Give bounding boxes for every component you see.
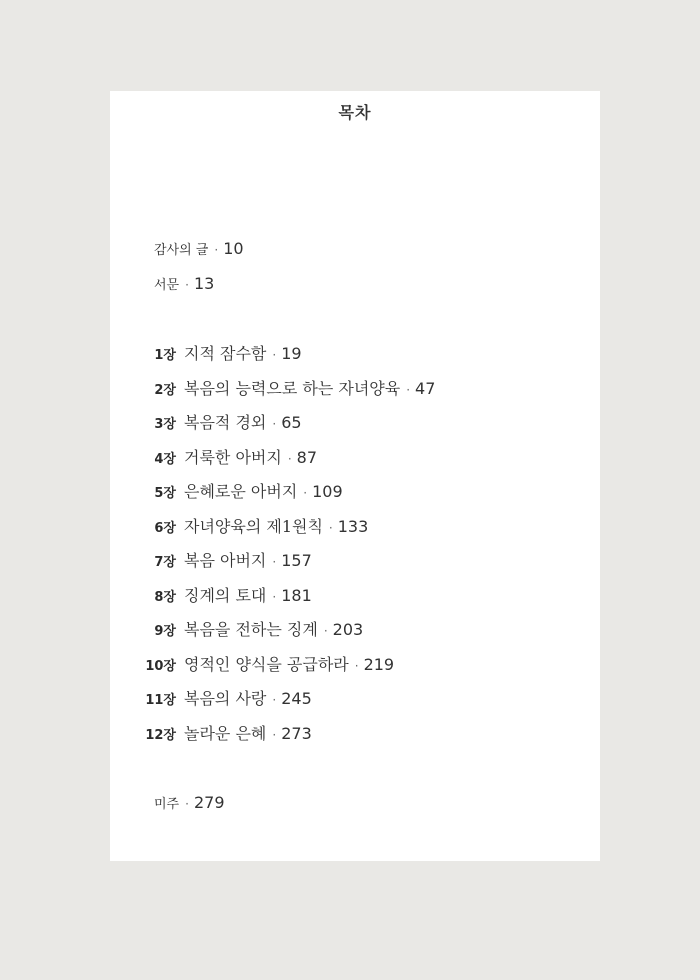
page-title: 목차 <box>338 103 372 122</box>
toc-entry-label: 감사의 글 <box>154 243 209 258</box>
chapter-number: 8장 <box>154 590 176 605</box>
chapter-number: 3장 <box>154 417 176 432</box>
toc-chapter-entry <box>142 653 394 677</box>
chapter-number: 11장 <box>145 693 176 708</box>
toc-page-number: 245 <box>281 689 312 708</box>
document-page <box>110 91 600 861</box>
toc-separator: · <box>303 486 308 500</box>
chapter-title: 자녀양육의 제1원칙 <box>184 517 323 536</box>
chapter-title: 놀라운 은혜 <box>184 724 267 743</box>
chapter-title: 복음의 사랑 <box>184 689 267 708</box>
chapter-number: 10장 <box>145 659 176 674</box>
toc-page-number: 203 <box>332 620 364 639</box>
chapter-title: 영적인 양식을 공급하라 <box>184 655 349 674</box>
toc-chapter-entry <box>142 584 312 608</box>
toc-chapter-entry <box>142 377 435 401</box>
toc-separator: · <box>272 590 277 604</box>
toc-chapter-entry <box>142 722 312 746</box>
toc-page-number: 10 <box>223 239 244 258</box>
toc-page-number: 65 <box>281 413 302 432</box>
toc-page-number: 181 <box>281 586 312 605</box>
chapter-title: 복음을 전하는 징계 <box>184 620 318 639</box>
toc-chapter-entry <box>142 618 363 642</box>
toc-page-number: 219 <box>363 655 395 674</box>
toc-separator: · <box>287 452 292 466</box>
toc-page-number: 279 <box>193 793 225 812</box>
chapter-number: 9장 <box>154 624 176 639</box>
toc-entry-endnotes <box>154 791 225 815</box>
toc-separator: · <box>272 555 277 569</box>
chapter-title: 복음적 경외 <box>184 413 267 432</box>
toc-chapter-entry <box>142 480 343 504</box>
toc-separator: · <box>272 728 277 742</box>
toc-separator: · <box>272 417 277 431</box>
toc-page-number: 13 <box>193 274 215 293</box>
toc-entry-label: 미주 <box>154 797 180 812</box>
chapter-number: 7장 <box>154 555 176 570</box>
chapter-number: 1장 <box>154 348 176 363</box>
toc-entry-label: 서문 <box>154 278 180 293</box>
toc-separator: · <box>272 348 277 362</box>
chapter-title: 징계의 토대 <box>184 586 267 605</box>
chapter-number: 12장 <box>145 728 176 743</box>
chapter-title: 거룩한 아버지 <box>184 448 282 467</box>
chapter-number: 5장 <box>154 486 176 501</box>
chapter-number: 4장 <box>154 452 176 467</box>
toc-page-number: 109 <box>312 482 343 501</box>
toc-page-number: 87 <box>296 448 318 467</box>
toc-chapter-entry <box>142 411 302 435</box>
chapter-number: 6장 <box>154 521 176 536</box>
toc-page-number: 133 <box>337 517 369 536</box>
chapter-number: 2장 <box>154 383 176 398</box>
toc-page-number: 157 <box>281 551 312 570</box>
toc-page-number: 19 <box>281 344 302 363</box>
chapter-title: 은혜로운 아버지 <box>184 482 298 501</box>
toc-separator: · <box>185 797 189 811</box>
toc-chapter-entry <box>142 515 368 539</box>
toc-separator: · <box>185 278 189 292</box>
toc-separator: · <box>214 243 219 257</box>
toc-separator: · <box>354 659 359 673</box>
toc-chapter-entry <box>142 549 312 573</box>
toc-chapter-entry <box>142 687 312 711</box>
chapter-title: 복음의 능력으로 하는 자녀양육 <box>184 379 401 398</box>
toc-chapter-entry <box>142 342 302 366</box>
chapter-title: 복음 아버지 <box>184 551 267 570</box>
toc-separator: · <box>272 693 277 707</box>
toc-entry-acknowledgements <box>154 237 244 261</box>
toc-page-number: 273 <box>281 724 312 743</box>
chapter-title: 지적 잠수함 <box>184 344 267 363</box>
toc-separator: · <box>323 624 328 638</box>
toc-chapter-entry <box>142 446 317 470</box>
toc-separator: · <box>328 521 333 535</box>
toc-page-number: 47 <box>415 379 436 398</box>
toc-entry-preface <box>154 272 214 296</box>
toc-separator: · <box>406 383 411 397</box>
